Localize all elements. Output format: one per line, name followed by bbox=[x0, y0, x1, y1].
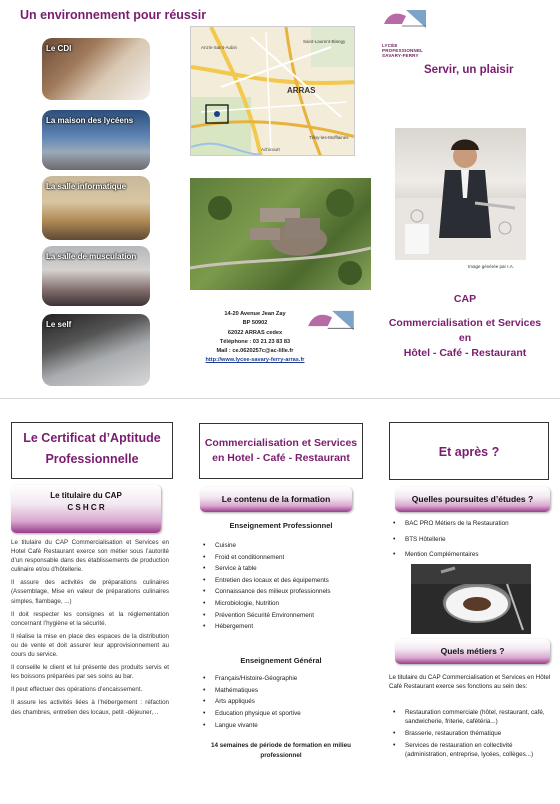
address-line3: 62022 ARRAS cedex bbox=[227, 329, 283, 336]
page-divider bbox=[0, 398, 560, 399]
cap-title-line4: Hôtel - Café - Restaurant bbox=[403, 347, 527, 359]
list-item: • Entretien des locaux et des équipements bbox=[199, 575, 363, 587]
waitress-drawing bbox=[395, 128, 526, 260]
location-map bbox=[190, 26, 355, 156]
holder-paragraph: Il conseille le client et lui présente des produits servis et les boissons préparées par ses soins au bar. bbox=[11, 664, 169, 681]
logo-mark-secondary bbox=[306, 308, 356, 342]
dish-drawing bbox=[411, 564, 531, 634]
school-logo-secondary bbox=[306, 308, 356, 342]
photo-salle-informatique-label: La salle informatique bbox=[46, 182, 127, 191]
list-item: • Restauration commerciale (hôtel, restaurant, café, sandwicherie, friterie, cafétéria...) bbox=[389, 709, 554, 727]
photo-self-label: Le self bbox=[46, 320, 72, 329]
photo-cdi-label: Le CDI bbox=[46, 44, 72, 53]
map-label-tilloy: Tilloy-les-Mofflaines bbox=[309, 135, 349, 140]
training-content-pill: Le contenu de la formation bbox=[200, 487, 352, 512]
aerial-drawing bbox=[190, 178, 371, 290]
list-item: • Cuisine bbox=[199, 540, 363, 552]
list-item: • Service à table bbox=[199, 563, 363, 575]
after-cap-box: Et après ? bbox=[389, 422, 549, 480]
address-line1: 14-20 Avenue Jean Zay bbox=[224, 311, 286, 317]
pro-teaching-heading: Enseignement Professionnel bbox=[229, 521, 333, 530]
photo-maison-lyceens-label: La maison des lycéens bbox=[46, 116, 134, 125]
list-item: • Connaissance des milieux professionnels bbox=[199, 586, 363, 598]
holder-paragraph: Il peut effectuer des opérations d’encaissement. bbox=[11, 686, 143, 694]
logo-mark bbox=[382, 8, 428, 38]
logo-line1: LYCÉE PROFESSIONNEL bbox=[382, 43, 424, 53]
map-label-anzin: Anzin-Saint-Aubin bbox=[201, 45, 238, 50]
photo-salle-musculation bbox=[42, 246, 150, 306]
photo-maison-lyceens bbox=[42, 110, 150, 170]
map-label-saint-laurent: Saint-Laurent-Blangy bbox=[303, 39, 346, 44]
address-mail: Mail : ce.0620257c@ac-lille.fr bbox=[216, 348, 294, 355]
list-item: • Education physique et sportive bbox=[199, 708, 363, 720]
further-studies-pill: Quelles poursuites d’études ? bbox=[395, 487, 550, 512]
logo-label bbox=[382, 43, 428, 58]
holder-paragraph: Il réalise la mise en place des espaces de la distribution ou de vente et doit assurer leur approvisionnement au cours du service. bbox=[11, 632, 169, 659]
cap-title-line2: Commercialisation et Services bbox=[388, 317, 542, 329]
holder-paragraph: Il assure des activités de préparations culinaires (Assemblage, Mise en valeur de préparations culinaires simples, flambage, ...) bbox=[11, 579, 169, 605]
list-item: • Arts appliqués bbox=[199, 696, 363, 708]
cap-holder-line1: Le titulaire du CAP bbox=[50, 491, 122, 500]
training-title-box: Commercialisation et Services en Hotel - Café - Restaurant bbox=[199, 423, 363, 479]
holder-paragraph: Il doit respecter les consignes et la réglementation concernant l’hygiène et la sécurité. bbox=[11, 610, 169, 627]
general-teaching-heading: Enseignement Général bbox=[240, 656, 322, 665]
cap-title-line1: CAP bbox=[453, 293, 477, 305]
pro-teaching-list bbox=[199, 540, 363, 633]
jobs-list bbox=[389, 709, 554, 763]
general-teaching-list bbox=[199, 673, 363, 732]
cap-holder-line2: C S H C R bbox=[67, 503, 105, 512]
list-item: • Langue vivante bbox=[199, 720, 363, 732]
internship-duration: 14 semaines de période de formation en milieu professionnel bbox=[211, 742, 351, 759]
jobs-pill: Quels métiers ? bbox=[395, 639, 550, 664]
list-item: • Froid et conditionnement bbox=[199, 552, 363, 564]
holder-paragraph: Il assure les activités liées à l’hébergement : réfaction des chambres, entretien des locaux, petit -déjeuner, .. bbox=[11, 699, 169, 716]
list-item: • Mention Complémentaires bbox=[389, 547, 554, 563]
cap-title bbox=[380, 292, 550, 361]
photo-cdi bbox=[42, 38, 150, 100]
map-drawing bbox=[191, 27, 355, 156]
cap-holder-pill bbox=[11, 485, 161, 533]
list-item: • Mathématiques bbox=[199, 685, 363, 697]
photo-salle-musculation-label: La salle de musculation bbox=[46, 252, 137, 261]
photo-credit: Image générée par I.A. bbox=[468, 264, 515, 269]
waitress-photo bbox=[395, 128, 526, 260]
list-item: • BTS Hôtellerie bbox=[389, 532, 554, 548]
address-phone: Téléphone : 03 21 23 83 83 bbox=[219, 338, 291, 345]
list-item: • Français/Histoire-Géographie bbox=[199, 673, 363, 685]
tagline: Servir, un plaisir bbox=[424, 64, 514, 76]
address-line2: BP 50902 bbox=[242, 320, 268, 327]
further-studies-list bbox=[389, 516, 554, 563]
cap-title-line3: en bbox=[458, 332, 472, 344]
dish-photo bbox=[411, 564, 531, 634]
list-item: • BAC PRO Métiers de la Restauration bbox=[389, 516, 554, 532]
list-item: • Brasserie, restauration thématique bbox=[389, 730, 554, 739]
photo-self bbox=[42, 314, 150, 386]
map-label-achicourt: Achicourt bbox=[261, 147, 280, 152]
list-item: • Microbiologie, Nutrition bbox=[199, 598, 363, 610]
list-item: • Services de restauration en collectivité (administration, entreprise, lycées, collèges...) bbox=[389, 742, 554, 760]
holder-paragraph: Le titulaire du CAP Commercialisation et Services en Hotel Café Restaurant exerce son métier sous l’autorité d’un responsable dans des établissements de production culinaire et/ou d’hôtellerie. bbox=[11, 539, 169, 574]
school-website-link[interactable]: http://www.lycee-savary-ferry-arras.fr bbox=[205, 357, 305, 364]
school-address bbox=[205, 310, 305, 366]
school-logo bbox=[382, 8, 428, 58]
jobs-intro: Le titulaire du CAP Commercialisation et Services en Hôtel Café Restaurant exerce ses fonctions au sein des: bbox=[389, 674, 551, 691]
aerial-photo bbox=[190, 178, 371, 290]
photo-salle-informatique bbox=[42, 176, 150, 240]
cap-certificate-box: Le Certificat d’Aptitude Professionnelle bbox=[11, 422, 173, 479]
list-item: • Prévention Sécurité Environnement bbox=[199, 610, 363, 622]
cap-holder-description bbox=[11, 538, 169, 721]
environment-heading: Un environnement pour réussir bbox=[20, 8, 207, 22]
list-item: • Hébergement bbox=[199, 621, 363, 633]
map-label-arras: ARRAS bbox=[287, 86, 316, 95]
logo-line2: SAVARY-FERRY bbox=[382, 53, 419, 58]
